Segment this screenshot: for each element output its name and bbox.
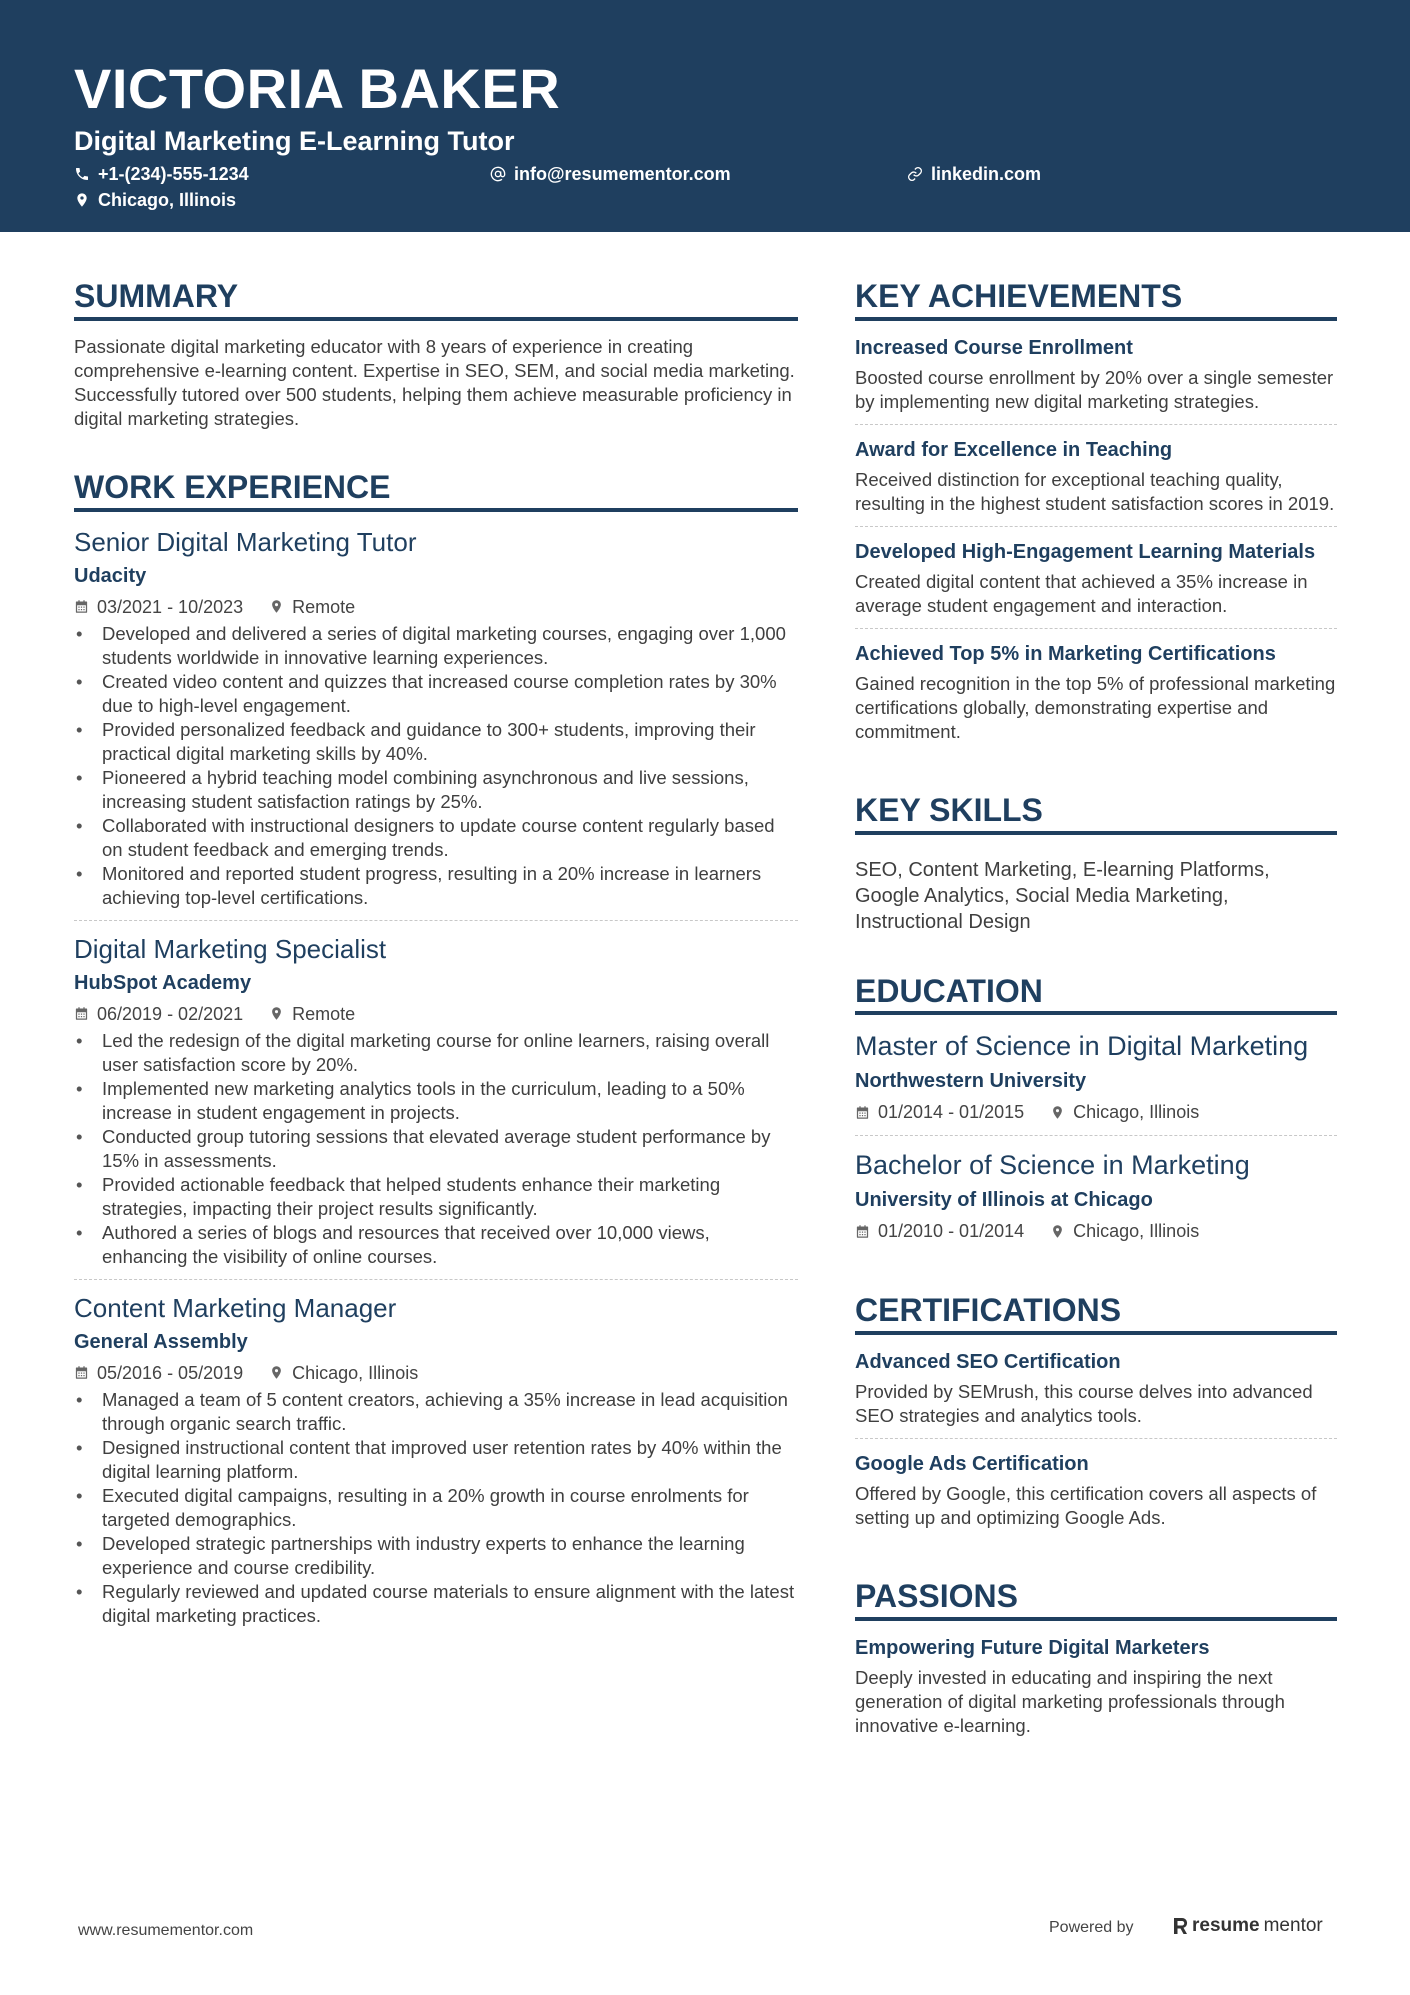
calendar-icon [74, 1365, 89, 1380]
achievement-text: Received distinction for exceptional teaching quality, resulting in the highest student satisfaction scores in 2019. [855, 468, 1335, 514]
skills-heading: KEY SKILLS [855, 792, 1337, 835]
education-item [855, 1148, 1337, 1254]
certifications-heading: CERTIFICATIONS [855, 1292, 1337, 1335]
contact-phone [74, 165, 249, 183]
certification-text: Offered by Google, this certification covers all aspects of setting up and optimizing Google Ads. [855, 1483, 1317, 1529]
candidate-title: Digital Marketing E-Learning Tutor [74, 126, 515, 156]
achievements-heading: KEY ACHIEVEMENTS [855, 278, 1337, 321]
passion-text: Deeply invested in educating and inspiring the next generation of digital marketing professionals through innovative e-learning. [855, 1666, 1285, 1736]
achievement-text: Created digital content that achieved a 35% increase in average student engagement and interaction. [855, 570, 1308, 616]
degree-title: Master of Science in Digital Marketing [855, 1031, 1309, 1062]
education-section [855, 973, 1337, 1255]
link-icon [907, 166, 923, 182]
bullet-item: • Developed and delivered a series of digital marketing courses, engaging over 1,000 students worldwide in innovative learning experiences. [74, 622, 798, 670]
education-dates: 01/2010 - 01/2014 [878, 1221, 1025, 1242]
bullet-item: • Monitored and reported student progress, resulting in a 20% increase in learners achieving top-level certifications. [74, 862, 798, 910]
at-icon [490, 166, 506, 182]
location-pin-icon [269, 1006, 284, 1021]
job-title: Digital Marketing Specialist [74, 933, 387, 964]
certification-item [855, 1349, 1337, 1439]
job-title: Content Marketing Manager [74, 1292, 397, 1323]
certification-text: Provided by SEMrush, this course delves into advanced SEO strategies and analytics tools. [855, 1381, 1313, 1427]
location-pin-icon [1050, 1105, 1065, 1120]
achievement-title: Achieved Top 5% in Marketing Certifications [855, 642, 1276, 665]
passions-heading: PASSIONS [855, 1578, 1337, 1621]
location-pin-icon [1050, 1224, 1065, 1239]
job-dates: 06/2019 - 02/2021 [97, 1003, 244, 1024]
bullet-item: • Conducted group tutoring sessions that elevated average student performance by 15% in assessments. [74, 1125, 798, 1173]
summary-text: Passionate digital marketing educator with 8 years of experience in creating comprehensive e-learning content. Expertise in SEO, SEM, and social media marketing. Successfully tutored over 500 students, helping them achieve measurable proficiency in digital marketing strategies. [74, 335, 795, 429]
linkedin-text[interactable]: linkedin.com [931, 164, 1042, 184]
bullet-item: • Executed digital campaigns, resulting in a 20% growth in course enrolments for targeted demographics. [74, 1484, 798, 1532]
job-meta [74, 1001, 798, 1027]
location-pin-icon [269, 599, 284, 614]
bullet-item: • Designed instructional content that improved user retention rates by 40% within the digital learning platform. [74, 1436, 798, 1484]
footer-website[interactable]: www.resumementor.com [78, 1922, 254, 1939]
contact-linkedin[interactable] [907, 165, 1041, 183]
bullet-item: • Authored a series of blogs and resources that received over 10,000 views, enhancing the visibility of online courses. [74, 1221, 798, 1269]
bullet-item: • Managed a team of 5 content creators, achieving a 35% increase in lead acquisition through organic search traffic. [74, 1388, 798, 1436]
contact-location [74, 191, 236, 209]
skills-section [855, 792, 1337, 935]
job-entry [74, 1292, 798, 1638]
education-meta [855, 1099, 1337, 1125]
achievement-text: Gained recognition in the top 5% of professional marketing certifications globally, demonstrating expertise and commitment. [855, 672, 1336, 742]
job-dates: 03/2021 - 10/2023 [97, 596, 244, 617]
phone-icon [74, 166, 90, 182]
achievement-item [855, 335, 1337, 425]
education-location: Chicago, Illinois [1073, 1221, 1200, 1242]
achievement-text: Boosted course enrollment by 20% over a single semester by implementing new digital marketing strategies. [855, 366, 1334, 412]
bullet-item: • Collaborated with instructional designers to update course content regularly based on student feedback and emerging trends. [74, 814, 798, 862]
footer-brand-logo[interactable] [1172, 1915, 1323, 1937]
bullet-item: • Provided personalized feedback and guidance to 300+ students, improving their practical digital marketing skills by 40%. [74, 718, 798, 766]
footer-powered-by: Powered by [1049, 1919, 1134, 1936]
summary-heading: SUMMARY [74, 278, 798, 321]
experience-section [74, 469, 798, 1638]
certifications-section [855, 1292, 1337, 1540]
bullet-item: • Provided actionable feedback that helped students enhance their marketing strategies, impacting their project results significantly. [74, 1173, 798, 1221]
achievements-section [855, 278, 1337, 754]
bullet-item: • Regularly reviewed and updated course materials to ensure alignment with the latest digital marketing practices. [74, 1580, 798, 1628]
job-meta [74, 1360, 798, 1386]
education-heading: EDUCATION [855, 973, 1337, 1016]
job-dates: 05/2016 - 05/2019 [97, 1362, 244, 1383]
achievement-item [855, 539, 1337, 629]
phone-text: +1-(234)-555-1234 [98, 164, 249, 184]
certification-title: Advanced SEO Certification [855, 1351, 1121, 1374]
achievement-item [855, 437, 1337, 527]
calendar-icon [74, 1006, 89, 1021]
brand-text-mentor: mentor [1263, 1915, 1323, 1936]
experience-heading: WORK EXPERIENCE [74, 469, 798, 512]
education-dates: 01/2014 - 01/2015 [878, 1102, 1025, 1123]
skills-text: SEO, Content Marketing, E-learning Platforms, Google Analytics, Social Media Marketing, Instructional Design [855, 858, 1270, 933]
achievement-title: Developed High-Engagement Learning Materials [855, 540, 1316, 563]
passion-title: Empowering Future Digital Marketers [855, 1636, 1210, 1659]
brand-logo-icon [1172, 1916, 1188, 1936]
passion-item [855, 1635, 1337, 1748]
achievement-item [855, 641, 1337, 754]
job-entry [74, 933, 798, 1280]
job-bullets [74, 1029, 798, 1269]
brand-text-resume: resume [1192, 1915, 1260, 1936]
school-name: University of Illinois at Chicago [855, 1189, 1153, 1212]
certification-item [855, 1451, 1337, 1540]
calendar-icon [855, 1105, 870, 1120]
bullet-item: • Implemented new marketing analytics tools in the curriculum, leading to a 50% increase in student engagement in projects. [74, 1077, 798, 1125]
job-bullets [74, 1388, 798, 1628]
bullet-item: • Developed strategic partnerships with industry experts to enhance the learning experience and course credibility. [74, 1532, 798, 1580]
school-name: Northwestern University [855, 1070, 1087, 1093]
job-meta [74, 594, 798, 620]
location-pin-icon [269, 1365, 284, 1380]
achievement-title: Increased Course Enrollment [855, 336, 1133, 359]
location-pin-icon [74, 192, 90, 208]
certification-title: Google Ads Certification [855, 1453, 1089, 1476]
job-company: General Assembly [74, 1330, 248, 1353]
location-text: Chicago, Illinois [98, 190, 237, 210]
job-location: Remote [292, 1003, 356, 1024]
job-company: Udacity [74, 564, 147, 587]
email-text[interactable]: info@resumementor.com [514, 164, 731, 184]
candidate-name: VICTORIA BAKER [74, 57, 561, 120]
job-entry [74, 526, 798, 921]
calendar-icon [74, 599, 89, 614]
bullet-item: • Created video content and quizzes that increased course completion rates by 30% due to high-level engagement. [74, 670, 798, 718]
degree-title: Bachelor of Science in Marketing [855, 1150, 1250, 1181]
summary-section [74, 278, 798, 431]
job-bullets [74, 622, 798, 910]
job-location: Remote [292, 596, 356, 617]
job-location: Chicago, Illinois [292, 1362, 419, 1383]
education-location: Chicago, Illinois [1073, 1102, 1200, 1123]
left-column [74, 278, 798, 1676]
education-meta [855, 1218, 1337, 1244]
bullet-item: • Led the redesign of the digital marketing course for online learners, raising overall user satisfaction score by 20%. [74, 1029, 798, 1077]
calendar-icon [855, 1224, 870, 1239]
bullet-item: • Pioneered a hybrid teaching model combining asynchronous and live sessions, increasing student satisfaction ratings by 25%. [74, 766, 798, 814]
job-company: HubSpot Academy [74, 971, 252, 994]
achievement-title: Award for Excellence in Teaching [855, 438, 1173, 461]
contact-email[interactable] [490, 165, 731, 183]
passions-section [855, 1578, 1337, 1748]
education-item [855, 1029, 1337, 1136]
right-column [855, 278, 1337, 1786]
resume-header [0, 0, 1410, 232]
job-title: Senior Digital Marketing Tutor [74, 526, 417, 557]
